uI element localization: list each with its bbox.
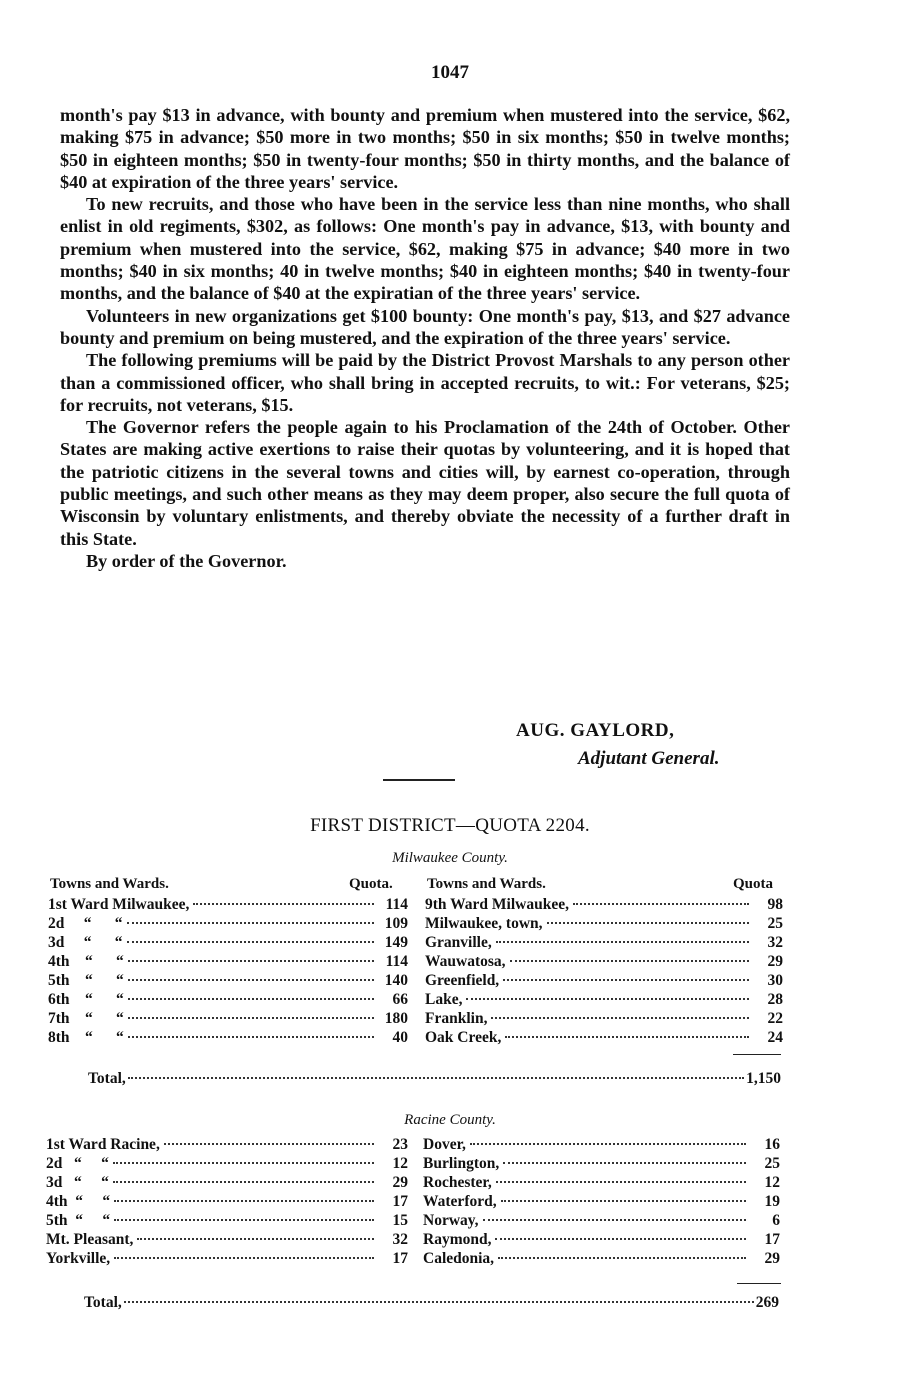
- table-row: Granville, 32: [425, 934, 783, 951]
- page-number: 1047: [431, 62, 469, 83]
- table-row: 1st Ward Milwaukee, 114: [48, 896, 408, 913]
- table-row: 2d “ “ 109: [48, 915, 408, 932]
- milwaukee-left-column: [48, 896, 408, 1048]
- table-row: Greenfield, 30: [425, 972, 783, 989]
- section-divider: [383, 779, 455, 781]
- column-header-quota-right: Quota: [733, 876, 774, 892]
- table-row: 8th “ “ 40: [48, 1029, 408, 1046]
- signature-title: Adjutant General.: [578, 748, 720, 769]
- table-row: 9th Ward Milwaukee, 98: [425, 896, 783, 913]
- table-row: Yorkville, 17: [46, 1250, 408, 1267]
- district-heading: FIRST DISTRICT—QUOTA 2204.: [310, 815, 590, 836]
- total-value: 1,150: [746, 1070, 781, 1087]
- county-heading-milwaukee: Milwaukee County.: [392, 850, 508, 866]
- paragraph: Volunteers in new organizations get $100 bounty: One month's pay, $13, and $27 advance bounty and premium on being mustered, and the expiration of the three years' service.: [60, 305, 790, 348]
- table-row: 7th “ “ 180: [48, 1010, 408, 1027]
- total-rule: [733, 1054, 781, 1055]
- paragraph: The following premiums will be paid by the District Provost Marshals to any person other than a commissioned officer, who shall bring in accepted recruits, to wit.: For veterans, $25; for recruits, not veterans, $15.: [60, 350, 790, 415]
- table-row: Raymond, 17: [423, 1231, 780, 1248]
- milwaukee-right-column: [425, 896, 783, 1048]
- table-row: Norway, 6: [423, 1212, 780, 1229]
- paragraph: month's pay $13 in advance, with bounty and premium when mustered into the service, $62, making $75 in advance; $50 more in two months; $50 in six months; $50 in twelve months; $50 in eighteen months; $50 in twenty-four months; $50 in thirty months, and the balance of $40 at expiration of the three years' service.: [60, 105, 790, 192]
- total-value: 269: [755, 1294, 779, 1311]
- table-row: Lake, 28: [425, 991, 783, 1008]
- county-heading-racine: Racine County.: [404, 1112, 496, 1128]
- column-header-towns-right: Towns and Wards.: [427, 876, 546, 892]
- table-row: 2d “ “ 12: [46, 1155, 408, 1172]
- table-row: Burlington, 25: [423, 1155, 780, 1172]
- racine-right-column: [423, 1136, 780, 1269]
- table-row: 5th “ “ 140: [48, 972, 408, 989]
- column-header-quota: Quota.: [349, 876, 393, 892]
- total-rule: [737, 1283, 781, 1284]
- total-label: Total,: [84, 1294, 122, 1311]
- table-row: 4th “ “ 17: [46, 1193, 408, 1210]
- table-row: 3d “ “ 29: [46, 1174, 408, 1191]
- table-row: 4th “ “ 114: [48, 953, 408, 970]
- table-row: Wauwatosa, 29: [425, 953, 783, 970]
- table-row: 6th “ “ 66: [48, 991, 408, 1008]
- table-row: Waterford, 19: [423, 1193, 780, 1210]
- paragraph: To new recruits, and those who have been in the service less than nine months, who shall enlist in old regiments, $302, as follows: One month's pay in advance, $13, with bounty and premium when mustered into the service, $62, making $75 in advance; $40 more in two months; $40 in six months; 40 in twelve months; $40 in eighteen months; $40 in twenty-four months, and the balance of $40 at the expiratian of the three years' service.: [60, 194, 790, 304]
- table-row: 1st Ward Racine, 23: [46, 1136, 408, 1153]
- total-label: Total,: [88, 1070, 126, 1087]
- racine-left-column: [46, 1136, 408, 1269]
- table-row: Oak Creek, 24: [425, 1029, 783, 1046]
- table-row: Franklin, 22: [425, 1010, 783, 1027]
- signature-name: AUG. GAYLORD,: [516, 720, 675, 741]
- table-row: Caledonia, 29: [423, 1250, 780, 1267]
- total-row-milwaukee: [88, 1070, 781, 1088]
- table-row: Milwaukee, town, 25: [425, 915, 783, 932]
- column-header-towns: Towns and Wards.: [50, 876, 169, 892]
- paragraph: The Governor refers the people again to his Proclamation of the 24th of October. Other States are making active exertions to raise their quotas by volunteering, and it is hoped that the patriotic citizens in the several towns and cities will, by earnest co-operation, through public meetings, and such other means as they may deem proper, also secure the full quota of Wisconsin by voluntary enlistments, and thereby obviate the necessity of a further draft in this State.: [60, 417, 790, 549]
- total-row-racine: [84, 1294, 779, 1312]
- table-row: Dover, 16: [423, 1136, 780, 1153]
- table-row: Rochester, 12: [423, 1174, 780, 1191]
- table-row: 3d “ “ 149: [48, 934, 408, 951]
- paragraph: By order of the Governor.: [86, 550, 287, 571]
- proclamation-text: [60, 104, 790, 572]
- table-row: 5th “ “ 15: [46, 1212, 408, 1229]
- table-row: Mt. Pleasant, 32: [46, 1231, 408, 1248]
